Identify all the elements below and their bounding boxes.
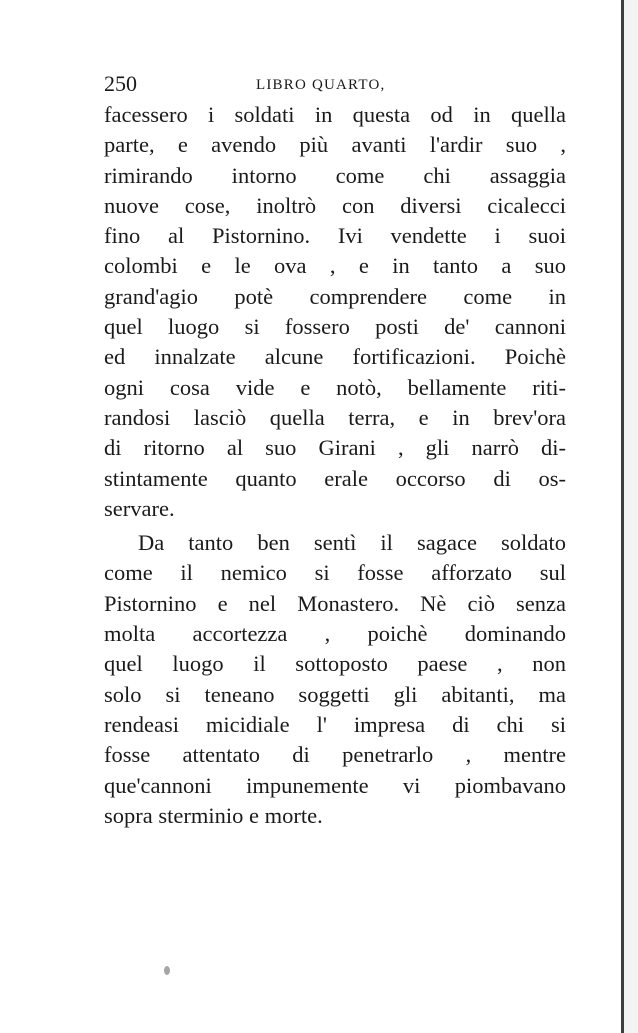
- text-line: parte, e avendo più avanti l'ardir suo ,: [104, 132, 566, 158]
- text-line: colombi e le ova , e in tanto a suo: [104, 253, 566, 279]
- text-line: stintamente quanto erale occorso di os-: [104, 465, 566, 491]
- text-line: sopra sterminio e morte.: [104, 802, 323, 828]
- text-line: quel luogo si fossero posti de' cannoni: [104, 314, 566, 340]
- text-line: fosse attentato di penetrarlo , mentre: [104, 742, 566, 768]
- text-line: come il nemico si fosse afforzato sul: [104, 560, 566, 586]
- text-line: servare.: [104, 495, 175, 521]
- text-line: randosi lasciò quella terra, e in brev'ora: [104, 404, 566, 430]
- text-line: rendeasi micidiale l' impresa di chi si: [104, 711, 566, 737]
- text-line: Pistornino e nel Monastero. Nè ciò senza: [104, 590, 566, 616]
- text-line: Da tanto ben sentì il sagace soldato: [138, 530, 566, 556]
- text-line: facessero i soldati in questa od in quella: [104, 102, 566, 127]
- text-line: nuove cose, inoltrò con diversi cicalecci: [104, 192, 566, 218]
- paragraph-2: [104, 528, 566, 831]
- running-title: LIBRO QUARTO,: [256, 77, 386, 93]
- text-line: quel luogo il sottoposto paese , non: [104, 651, 566, 677]
- text-line: di ritorno al suo Girani , gli narrò di-: [104, 435, 566, 461]
- paragraph-1: [104, 100, 566, 524]
- text-line: ed innalzate alcune fortificazioni. Poichè: [104, 344, 566, 370]
- running-head: [104, 72, 564, 96]
- text-line: fino al Pistornino. Ivi vendette i suoi: [104, 223, 566, 249]
- page-number: 250: [104, 71, 137, 96]
- text-line: grand'agio potè comprendere come in: [104, 283, 566, 309]
- text-line: rimirando intorno come chi assaggia: [104, 162, 566, 188]
- page-edge-shadow: [624, 0, 638, 1033]
- text-line: molta accortezza , poichè dominando: [104, 621, 566, 647]
- page-edge-line: [621, 0, 624, 1033]
- text-line: que'cannoni impunemente vi piombavano: [104, 772, 566, 798]
- text-line: solo si teneano soggetti gli abitanti, ma: [104, 681, 566, 707]
- text-line: ogni cosa vide e notò, bellamente riti-: [104, 374, 566, 400]
- ink-speck: [164, 966, 170, 975]
- body-text: [104, 100, 566, 831]
